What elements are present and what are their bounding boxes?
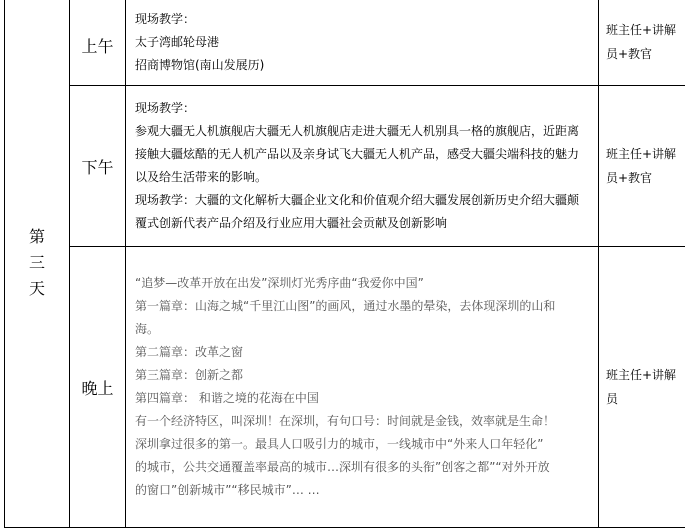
responsible-cell (599, 247, 685, 528)
day-char: 第 (5, 224, 69, 250)
time-cell (70, 247, 126, 528)
content-line: 第三篇章：创新之都 (135, 364, 598, 387)
responsible-cell (599, 0, 685, 86)
time-label: 下午 (81, 158, 113, 177)
responsible-line: 员+教官 (606, 42, 685, 66)
content-cell (126, 247, 599, 528)
content-line: 参观大疆无人机旗舰店大疆无人机旗舰店走进大疆无人机别具一格的旗舰店，近距离 (135, 120, 598, 143)
content-cell (126, 0, 599, 86)
content-line: 现场教学： (135, 97, 598, 120)
content-line: 海。 (135, 318, 598, 341)
content-line: 太子湾邮轮母港 (135, 31, 598, 54)
responsible-line: 员+教官 (606, 166, 685, 190)
content-line: 覆式创新代表产品介绍及行业应用大疆社会贡献及创新影响 (135, 212, 598, 235)
content-line: 接触大疆炫酷的无人机产品以及亲身试飞大疆无人机产品，感受大疆尖端科技的魅力 (135, 143, 598, 166)
content-line: 的城市，公共交通覆盖率最高的城市…深圳有很多的头衔”创客之都”“对外开放 (135, 456, 598, 479)
time-label: 晚上 (81, 379, 113, 398)
content-line: 以及给生活带来的影响。 (135, 166, 598, 189)
content-line: 招商博物馆(南山发展历) (135, 54, 598, 77)
table-row (5, 247, 685, 528)
responsible-line: 班主任+讲解 (606, 18, 685, 42)
responsible-cell (599, 86, 685, 247)
responsible-line: 班主任+讲解 (606, 363, 685, 387)
content-line: 第二篇章：改革之窗 (135, 341, 598, 364)
content-line: 现场教学：大疆的文化解析大疆企业文化和价值观介绍大疆发展创新历史介绍大疆颠 (135, 189, 598, 212)
content-line: 第一篇章：山海之城“千里江山图”的画风，通过水墨的晕染，去体现深圳的山和 (135, 295, 598, 318)
content-line: 的窗口”创新城市”“移民城市”… … (135, 479, 598, 502)
schedule-table (4, 0, 685, 528)
content-line: 深圳拿过很多的第一。最具人口吸引力的城市，一线城市中“外来人口年轻化” (135, 433, 598, 456)
day-cell (5, 0, 70, 528)
responsible-line: 员 (606, 387, 685, 411)
time-cell (70, 86, 126, 247)
day-char: 三 (5, 250, 69, 276)
content-line: “追梦—改革开放在出发”深圳灯光秀序曲“我爱你中国” (135, 272, 598, 295)
time-label: 上午 (81, 37, 113, 56)
day-char: 天 (5, 276, 69, 302)
content-line: 现场教学： (135, 8, 598, 31)
content-line: 第四篇章： 和谐之境的花海在中国 (135, 387, 598, 410)
content-line: 有一个经济特区，叫深圳！在深圳，有句口号：时间就是金钱，效率就是生命！ (135, 410, 598, 433)
time-cell (70, 0, 126, 86)
table-row (5, 86, 685, 247)
responsible-line: 班主任+讲解 (606, 142, 685, 166)
content-cell (126, 86, 599, 247)
table-row (5, 0, 685, 86)
